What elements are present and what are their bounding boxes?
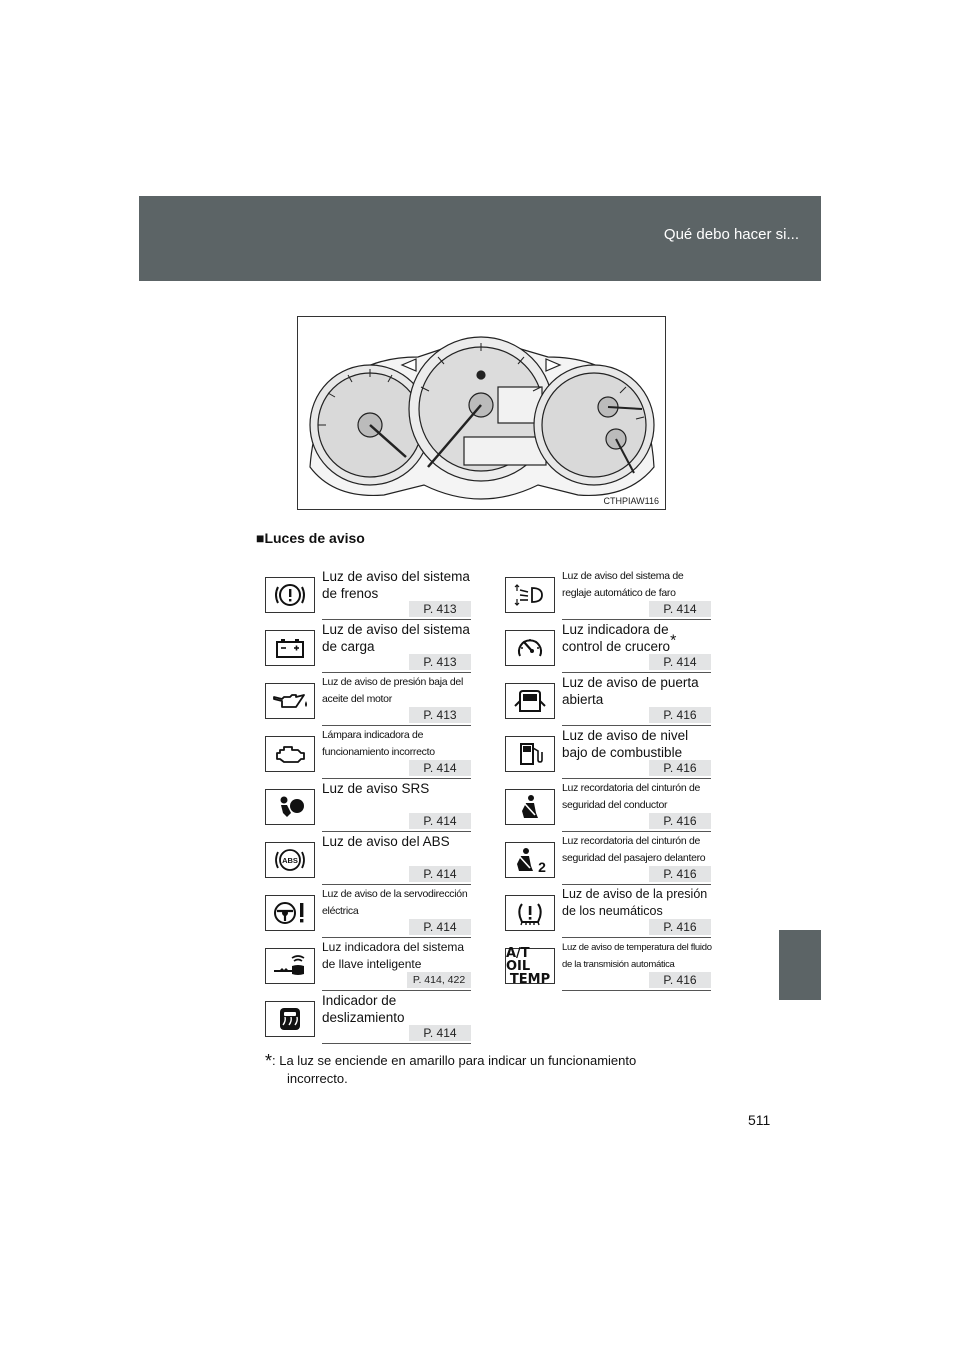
page-reference: P. 414 (409, 1025, 471, 1041)
headlight-leveling-icon (505, 577, 555, 613)
icon-text-line1: A/T OIL (506, 945, 531, 974)
light-label: Luz recordatoria del cinturón de seguridad del conductor (562, 782, 701, 811)
oil-can-icon (265, 683, 315, 719)
list-item (505, 780, 711, 834)
page-reference: P. 416 (649, 707, 711, 723)
light-label: Luz recordatoria del cinturón de seguridad del pasajero delantero (562, 835, 706, 864)
list-item (505, 674, 711, 728)
instrument-cluster-drawing (298, 317, 665, 509)
icon-text-line2: TEMP (509, 971, 551, 987)
cruise-control-icon (505, 630, 555, 666)
divider (562, 990, 711, 991)
divider (322, 672, 471, 673)
tire-pressure-icon (505, 895, 555, 931)
footnote-text: : La luz se enciende en amarillo para indicar un funcionamiento (272, 1053, 637, 1068)
divider (322, 1043, 471, 1044)
page-reference: P. 414 (649, 654, 711, 670)
page-reference: P. 416 (649, 760, 711, 776)
battery-icon (265, 630, 315, 666)
list-item (505, 621, 711, 675)
slip-indicator-icon (265, 1001, 315, 1037)
page-reference: P. 416 (649, 813, 711, 829)
list-item (505, 939, 711, 993)
light-label: Luz de aviso del sistema de carga (322, 622, 470, 654)
brake-warning-icon (265, 577, 315, 613)
svg-text:2: 2 (538, 859, 546, 874)
light-label: Luz de aviso de la presión de los neumáticos (562, 887, 708, 918)
fuel-icon (505, 736, 555, 772)
light-label: Luz de aviso SRS (322, 781, 430, 796)
divider (562, 884, 711, 885)
list-item (265, 727, 471, 781)
abs-icon (265, 842, 315, 878)
divider (562, 778, 711, 779)
chapter-title: Qué debo hacer si... (663, 226, 799, 243)
divider (562, 725, 711, 726)
page-reference: P. 414 (409, 760, 471, 776)
light-label: Indicador de deslizamiento (322, 993, 405, 1025)
light-label: Lámpara indicadora de funcionamiento incorrecto (322, 729, 435, 758)
footnote-mark: * (670, 632, 677, 650)
figure-code: CTHPIAW116 (603, 496, 659, 506)
divider (562, 831, 711, 832)
airbag-icon (265, 789, 315, 825)
page-reference: P. 413 (409, 707, 471, 723)
light-label (562, 621, 712, 655)
page-reference: P. 414 (409, 813, 471, 829)
page-number: 511 (748, 1112, 771, 1128)
smart-key-icon (265, 948, 315, 984)
light-label-text: Luz indicadora de control de crucero (562, 622, 671, 654)
light-label: Luz de aviso de presión baja del aceite del motor (322, 676, 464, 705)
footnote-line2: incorrecto. (287, 1071, 348, 1086)
chapter-side-tab (779, 930, 821, 1000)
list-item (505, 568, 711, 622)
list-item (265, 621, 471, 675)
divider (562, 672, 711, 673)
at-oil-temp-icon (505, 945, 555, 987)
divider (322, 778, 471, 779)
instrument-cluster-figure (297, 316, 666, 510)
light-label: Luz de aviso del sistema de reglaje automático de faro (562, 570, 684, 599)
page-reference: P. 416 (649, 919, 711, 935)
list-item (265, 674, 471, 728)
divider (562, 619, 711, 620)
light-label: Luz indicadora del sistema de llave inteligente (322, 940, 465, 971)
divider (322, 990, 471, 991)
list-item (265, 992, 471, 1046)
page-reference: P. 416 (649, 866, 711, 882)
divider (322, 725, 471, 726)
power-steering-icon (265, 895, 315, 931)
page-reference: P. 414 (409, 866, 471, 882)
divider (322, 831, 471, 832)
light-label: Luz de aviso del sistema de frenos (322, 569, 470, 601)
page-reference: P. 416 (649, 972, 711, 988)
divider (322, 884, 471, 885)
svg-text:ABS: ABS (282, 856, 298, 865)
door-open-icon (505, 683, 555, 719)
list-item (505, 833, 711, 887)
check-engine-icon (265, 736, 315, 772)
footnote-mark: * (265, 1051, 273, 1071)
divider (322, 619, 471, 620)
light-label: Luz de aviso de puerta abierta (562, 675, 699, 707)
light-label: Luz de aviso de nivel bajo de combustible (562, 728, 689, 760)
page-reference: P. 413 (409, 654, 471, 670)
divider (322, 937, 471, 938)
list-item (265, 939, 471, 993)
page-reference: P. 414 (409, 919, 471, 935)
light-label: Luz de aviso de temperatura del fluido de la transmisión automática (562, 942, 712, 970)
list-item (265, 780, 471, 834)
footnote-line1 (265, 1052, 705, 1070)
list-item (265, 833, 471, 887)
seatbelt-passenger-icon (505, 842, 555, 878)
list-item (265, 886, 471, 940)
page-reference: P. 414 (649, 601, 711, 617)
chapter-header (139, 196, 821, 281)
list-item (505, 727, 711, 781)
page-reference: P. 414, 422 (407, 972, 471, 988)
footnote (265, 1052, 705, 1087)
list-item (505, 886, 711, 940)
divider (562, 937, 711, 938)
seatbelt-driver-icon (505, 789, 555, 825)
light-label: Luz de aviso del ABS (322, 834, 450, 849)
page-reference: P. 413 (409, 601, 471, 617)
section-title: ■Luces de aviso (256, 530, 365, 546)
list-item (265, 568, 471, 622)
light-label: Luz de aviso de la servodirección eléctrica (322, 888, 468, 917)
